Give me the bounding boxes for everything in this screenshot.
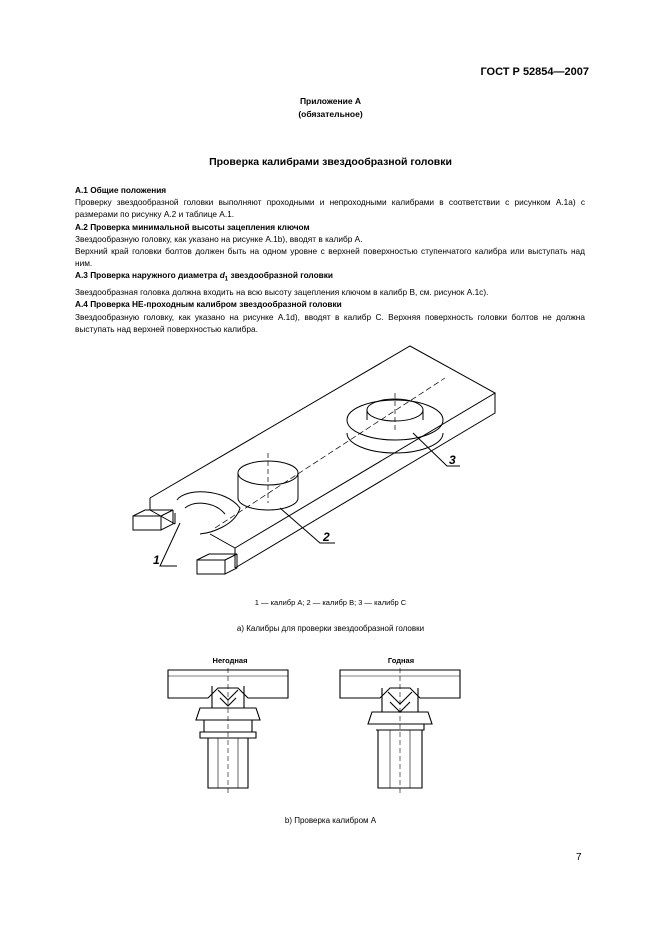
page-number: 7	[576, 852, 582, 863]
label-fit: Годная	[387, 656, 415, 665]
paragraph-a3: Звездообразная головка должна входить на всю высоту зацепления ключом в калибр В, см. рисунок А.1с).	[75, 287, 489, 298]
paragraph-a1: Проверку звездообразной головки выполняют проходными и непроходными калибрами в соответствии с рисунком А.1а) с размерами по рисунку А.2 и таблице А.1.	[75, 197, 585, 220]
block-top-edge	[150, 346, 495, 548]
standard-number: ГОСТ Р 52854—2007	[480, 66, 589, 78]
paragraph-a2-1: Звездообразную головку, как указано на рисунке А.1b), вводят в калибр А.	[75, 233, 363, 244]
heading-a3: А.3 Проверка наружного диаметра $d_1$ звездообразной головки	[75, 270, 334, 284]
section-title: Проверка калибрами звездообразной головки	[209, 156, 452, 168]
figure-a-caption: а) Калибры для проверки звездообразной головки	[236, 624, 425, 633]
annex-title: Приложение А	[299, 96, 362, 106]
label-unfit: Негодная	[212, 656, 248, 665]
heading-a1: А.1 Общие положения	[75, 185, 167, 195]
gauge-check-figure	[160, 668, 480, 798]
annex-status: (обязательное)	[298, 109, 363, 119]
paragraph-a4: Звездообразную головку, как указано на рисунке А.1d), вводят в калибр С. Верхняя поверхность головки болтов не должна выступать над верхней поверхностью калибра.	[75, 311, 585, 334]
callout-3: 3	[449, 453, 456, 467]
gauge-block-figure	[115, 338, 505, 588]
figure-a-legend: 1 — калибр А; 2 — калибр В; 3 — калибр С	[254, 598, 407, 607]
heading-a2: А.2 Проверка минимальной высоты зацепления ключом	[75, 221, 310, 232]
figure-b-caption: b) Проверка калибром А	[284, 816, 377, 825]
callout-2: 2	[323, 530, 330, 544]
heading-a4: А.4 Проверка НЕ-проходным калибром звездообразной головки	[75, 299, 342, 310]
callout-1: 1	[153, 553, 160, 567]
body-text	[75, 184, 585, 335]
paragraph-a2-2: Верхний край головки болтов должен быть на одном уровне с верхней поверхностью ступенчатого калибра или выступать над ним.	[75, 246, 585, 269]
